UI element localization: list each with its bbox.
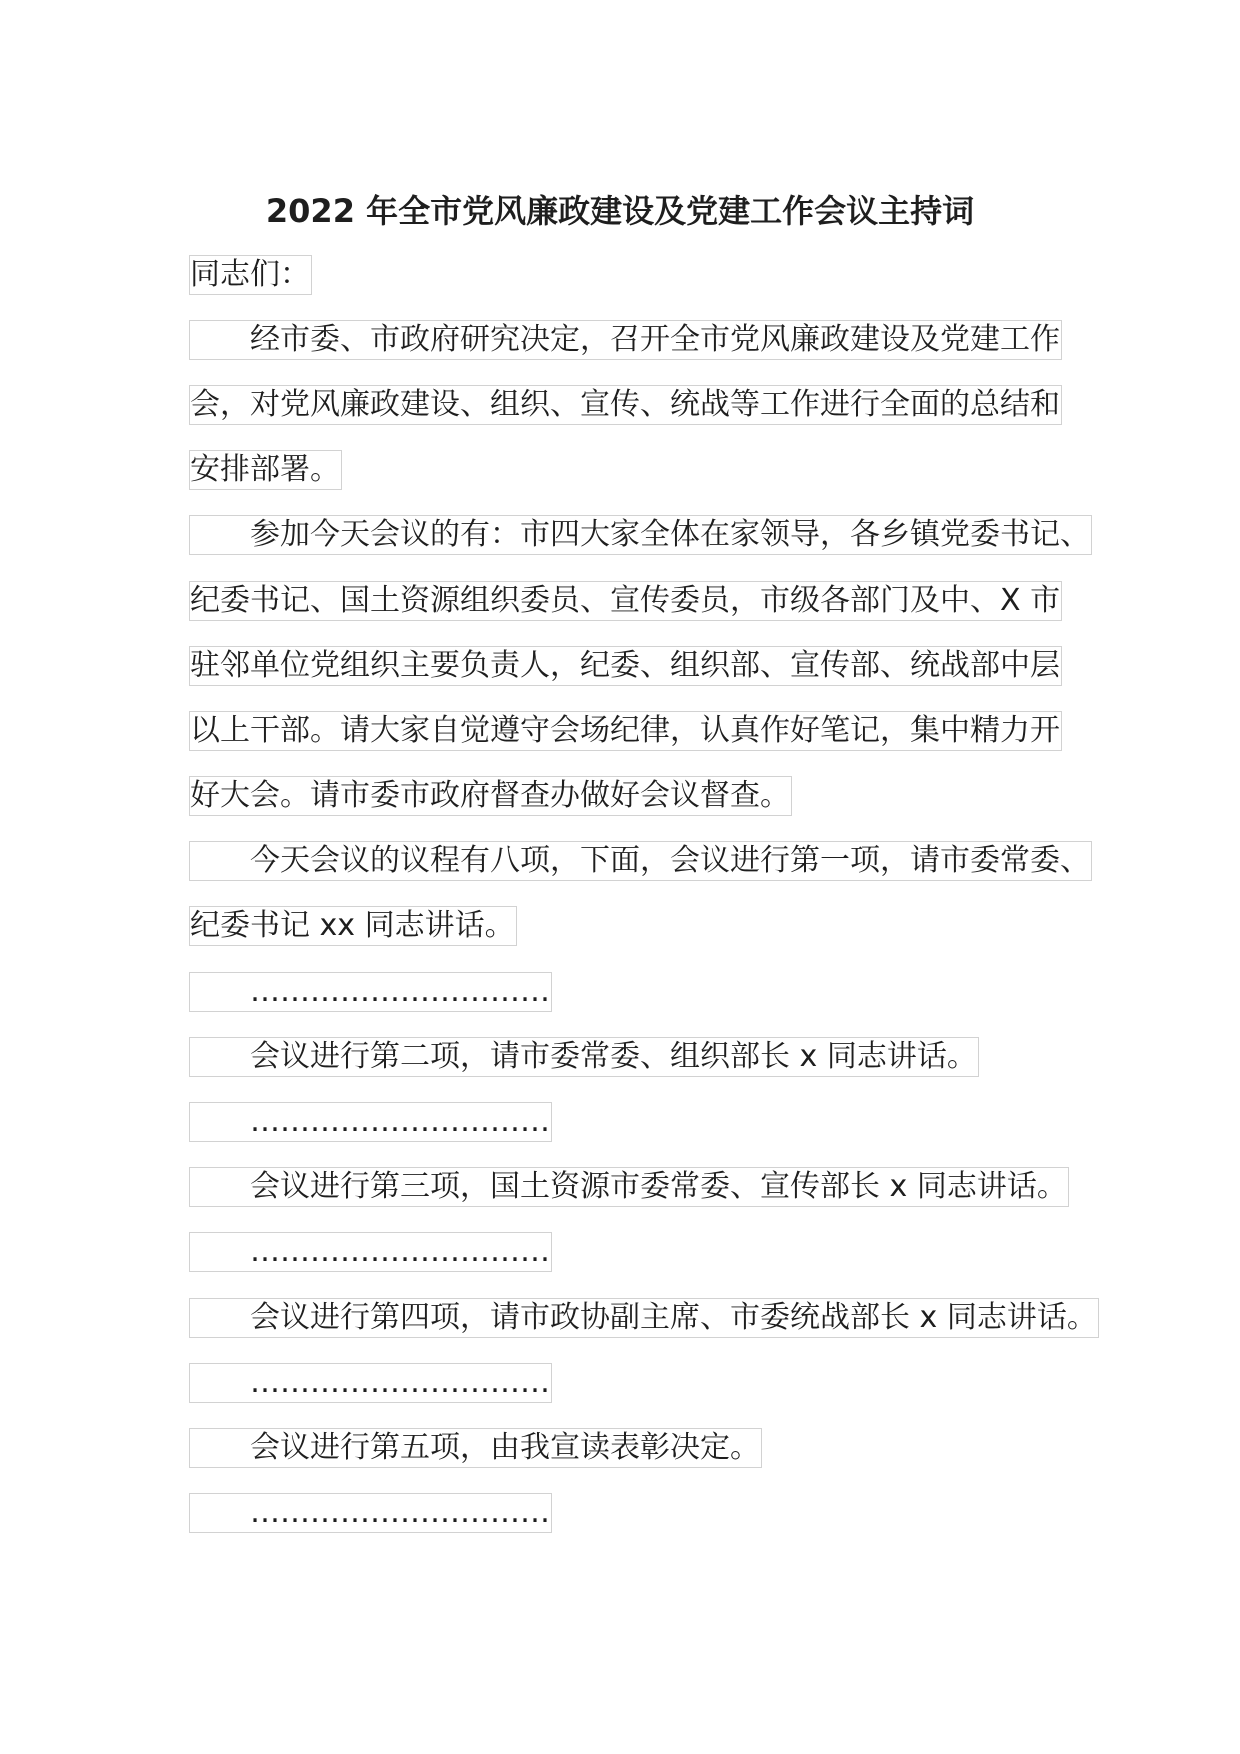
text-line [189,633,1199,698]
line-text: 今天会议的议程有八项，下面，会议进行第一项，请市委常委、 [189,841,1092,881]
line-text: 驻邻单位党组织主要负责人，纪委、组织部、宣传部、统战部中层 [189,646,1062,686]
text-line [189,372,1199,437]
agenda-item-3 [189,1155,1199,1220]
document-title: 2022 年全市党风廉政建设及党建工作会议主持词 [265,192,975,230]
agenda-item-2 [189,1024,1199,1089]
paragraph-2 [189,503,1199,829]
text-line [189,764,1199,829]
line-text: 参加今天会议的有：市四大家全体在家领导，各乡镇党委书记、 [189,515,1092,555]
salutation-line [189,242,1199,307]
ellipsis-line [189,1220,1199,1285]
line-text: 会议进行第二项，请市委常委、组织部长 x 同志讲话。 [189,1037,979,1077]
text-line [189,307,1199,372]
ellipsis-text: ………………………… [189,972,552,1012]
salutation: 同志们： [189,255,312,295]
text-line [189,829,1199,894]
line-text: 会议进行第四项，请市政协副主席、市委统战部长 x 同志讲话。 [189,1298,1099,1338]
ellipsis-text: ………………………… [189,1102,552,1142]
line-text: 会议进行第三项，国土资源市委常委、宣传部长 x 同志讲话。 [189,1167,1069,1207]
ellipsis-text: ………………………… [189,1493,552,1533]
line-text: 以上干部。请大家自觉遵守会场纪律，认真作好笔记，集中精力开 [189,711,1062,751]
line-text: 纪委书记 xx 同志讲话。 [189,906,517,946]
ellipsis-line [189,1481,1199,1546]
ellipsis-text: ………………………… [189,1232,552,1272]
ellipsis-text: ………………………… [189,1363,552,1403]
line-text: 会议进行第五项，由我宣读表彰决定。 [189,1428,762,1468]
text-line [189,503,1199,568]
line-text: 经市委、市政府研究决定，召开全市党风廉政建设及党建工作 [189,320,1062,360]
agenda-item-5 [189,1415,1199,1480]
text-line [189,698,1199,763]
paragraph-1 [189,307,1199,503]
paragraph-3 [189,829,1199,959]
document-body [189,242,1199,1546]
line-text: 会，对党风廉政建设、组织、宣传、统战等工作进行全面的总结和 [189,385,1062,425]
text-line [189,568,1199,633]
text-line [189,894,1199,959]
agenda-item-4 [189,1285,1199,1350]
line-text: 纪委书记、国土资源组织委员、宣传委员，市级各部门及中、X 市 [189,581,1062,621]
line-text: 好大会。请市委市政府督查办做好会议督查。 [189,776,792,816]
line-text: 安排部署。 [189,450,342,490]
text-line [189,438,1199,503]
ellipsis-line [189,1089,1199,1154]
ellipsis-line [189,959,1199,1024]
ellipsis-line [189,1350,1199,1415]
